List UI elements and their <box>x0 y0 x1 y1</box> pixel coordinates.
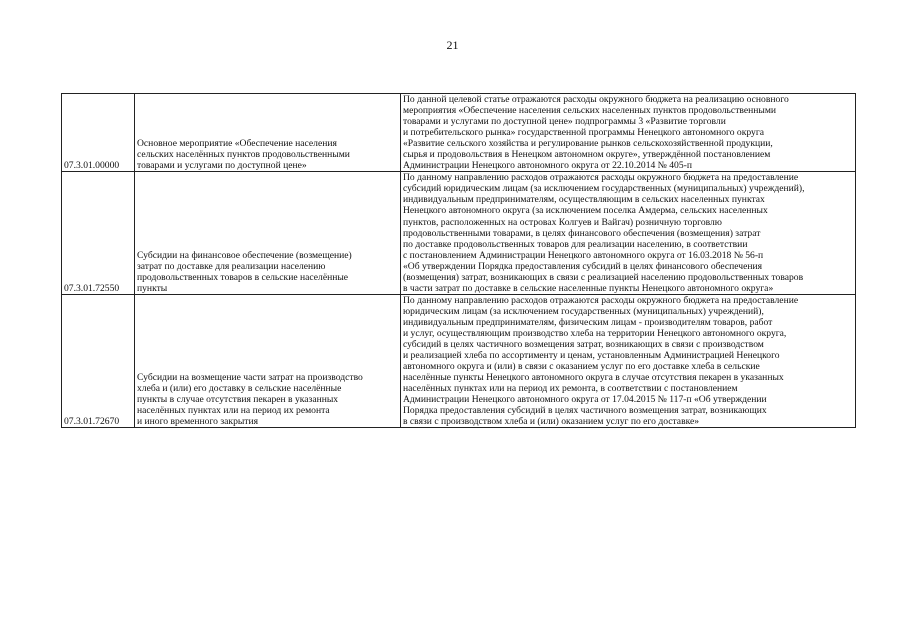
text-line: по доставке продовольственных товаров для реализации населению, в соответствии <box>403 238 748 250</box>
text-line: продовольственными товарами, в целях финансового обеспечения (возмещения) затрат <box>403 227 761 239</box>
text-line: индивидуальным предпринимателям, осуществляющим в сельских населенных пунктах <box>403 194 765 206</box>
text-line: По данному направлению расходов отражаются расходы окружного бюджета на предоставление <box>403 294 799 306</box>
text-line: Основное мероприятие «Обеспечение населения <box>137 138 337 150</box>
row-name <box>135 294 401 428</box>
text-line: населённых пунктах или на период их ремонта, в соответствии с постановлением <box>403 383 738 395</box>
row-code: 07.3.01.72670 <box>62 294 135 428</box>
table-row <box>62 172 856 295</box>
text-line: По данной целевой статье отражаются расходы окружного бюджета на реализацию основного <box>403 94 789 105</box>
text-line: пункты в случае отсутствия пекарен в указанных <box>137 394 339 406</box>
text-line: «Об утверждении Порядка предоставления субсидий в целях финансового обеспечения <box>403 260 763 272</box>
row-name <box>135 94 401 172</box>
text-line: мероприятия «Обеспечение населения сельских населенных пунктов продовольственными <box>403 105 777 117</box>
row-name <box>135 172 401 295</box>
row-description <box>401 172 856 295</box>
text-line: субсидий юридическим лицам (за исключением государственных (муниципальных) учреждений), <box>403 183 805 195</box>
text-line: Ненецкого автономного округа (за исключением поселка Амдерма, сельских населенных <box>403 205 768 217</box>
text-line: «Развитие сельского хозяйства и регулирование рынков сельскохозяйственной продукции, <box>403 138 773 150</box>
text-line: в связи с производством хлеба и (или) оказанием услуг по его доставке» <box>403 416 700 428</box>
text-line: хлеба и (или) его доставку в сельские населённые <box>137 383 342 395</box>
text-line: и иного временного закрытия <box>137 416 259 428</box>
text-line: автономного округа и (или) в связи с оказанием услуг по его доставке хлеба в сельские <box>403 361 760 373</box>
budget-classification-table <box>61 93 856 428</box>
text-line: Администрации Ненецкого автономного округа от 17.04.2015 № 117-п «Об утверждении <box>403 394 767 406</box>
text-line: По данному направлению расходов отражаются расходы окружного бюджета на предоставление <box>403 172 799 184</box>
page-number: 21 <box>446 38 459 52</box>
text-line: пунктов, расположенных на островах Колгуев и Вайгач) розничную торговлю <box>403 216 722 228</box>
text-line: населённые пункты Ненецкого автономного округа в случае отсутствия пекарен в указанных <box>403 372 784 384</box>
text-line: индивидуальным предпринимателям, физическим лицам - производителям товаров, работ <box>403 316 773 328</box>
text-line: товарами и услугами по доступной цене» подпрограммы 3 «Развитие торговли <box>403 116 726 128</box>
text-line: сельских населённых пунктов продовольственными <box>137 149 350 161</box>
table-row <box>62 94 856 172</box>
text-line: населённых пунктах или на период их ремонта <box>137 405 330 417</box>
table-body <box>62 94 856 428</box>
text-line: Субсидии на финансовое обеспечение (возмещение) <box>137 249 352 261</box>
text-line: Субсидии на возмещение части затрат на производство <box>137 372 363 384</box>
text-line: (возмещения) затрат, возникающих в связи с реализацией населению продовольственных товаров <box>403 271 804 283</box>
text-line: сырья и продовольствия в Ненецком автономном округе», утверждённой постановлением <box>403 149 771 161</box>
text-line: с постановлением Администрации Ненецкого автономного округа от 16.03.2018 № 56-п <box>403 249 764 261</box>
text-line: товарами и услугами по доступной цене» <box>137 160 307 172</box>
text-line: продовольственных товаров в сельские населённые <box>137 271 349 283</box>
row-code: 07.3.01.72550 <box>62 172 135 295</box>
text-line: Администрации Ненецкого автономного округа от 22.10.2014 № 405-п <box>403 160 692 172</box>
text-line: и услуг, осуществляющим производство хлеба на территории Ненецкого автономного округа, <box>403 327 787 339</box>
text-line: затрат по доставке для реализации населению <box>137 260 326 272</box>
table-row <box>62 294 856 428</box>
text-line: и реализацией хлеба по ассортименту и ценам, установленным Администрацией Ненецкого <box>403 350 780 362</box>
text-line: и потребительского рынка» государственной программы Ненецкого автономного округа <box>403 127 765 139</box>
row-code: 07.3.01.00000 <box>62 94 135 172</box>
text-line: субсидий в целях частичного возмещения затрат, возникающих в связи с производством <box>403 339 764 351</box>
text-line: в части затрат по доставке в сельские населенные пункты Ненецкого автономного округа» <box>403 282 774 294</box>
row-description <box>401 94 856 172</box>
row-description <box>401 294 856 428</box>
text-line: пункты <box>137 282 168 294</box>
text-line: Порядка предоставления субсидий в целях частичного возмещения затрат, возникающих <box>403 405 767 417</box>
text-line: юридическим лицам (за исключением государственных (муниципальных) учреждений), <box>403 305 764 317</box>
